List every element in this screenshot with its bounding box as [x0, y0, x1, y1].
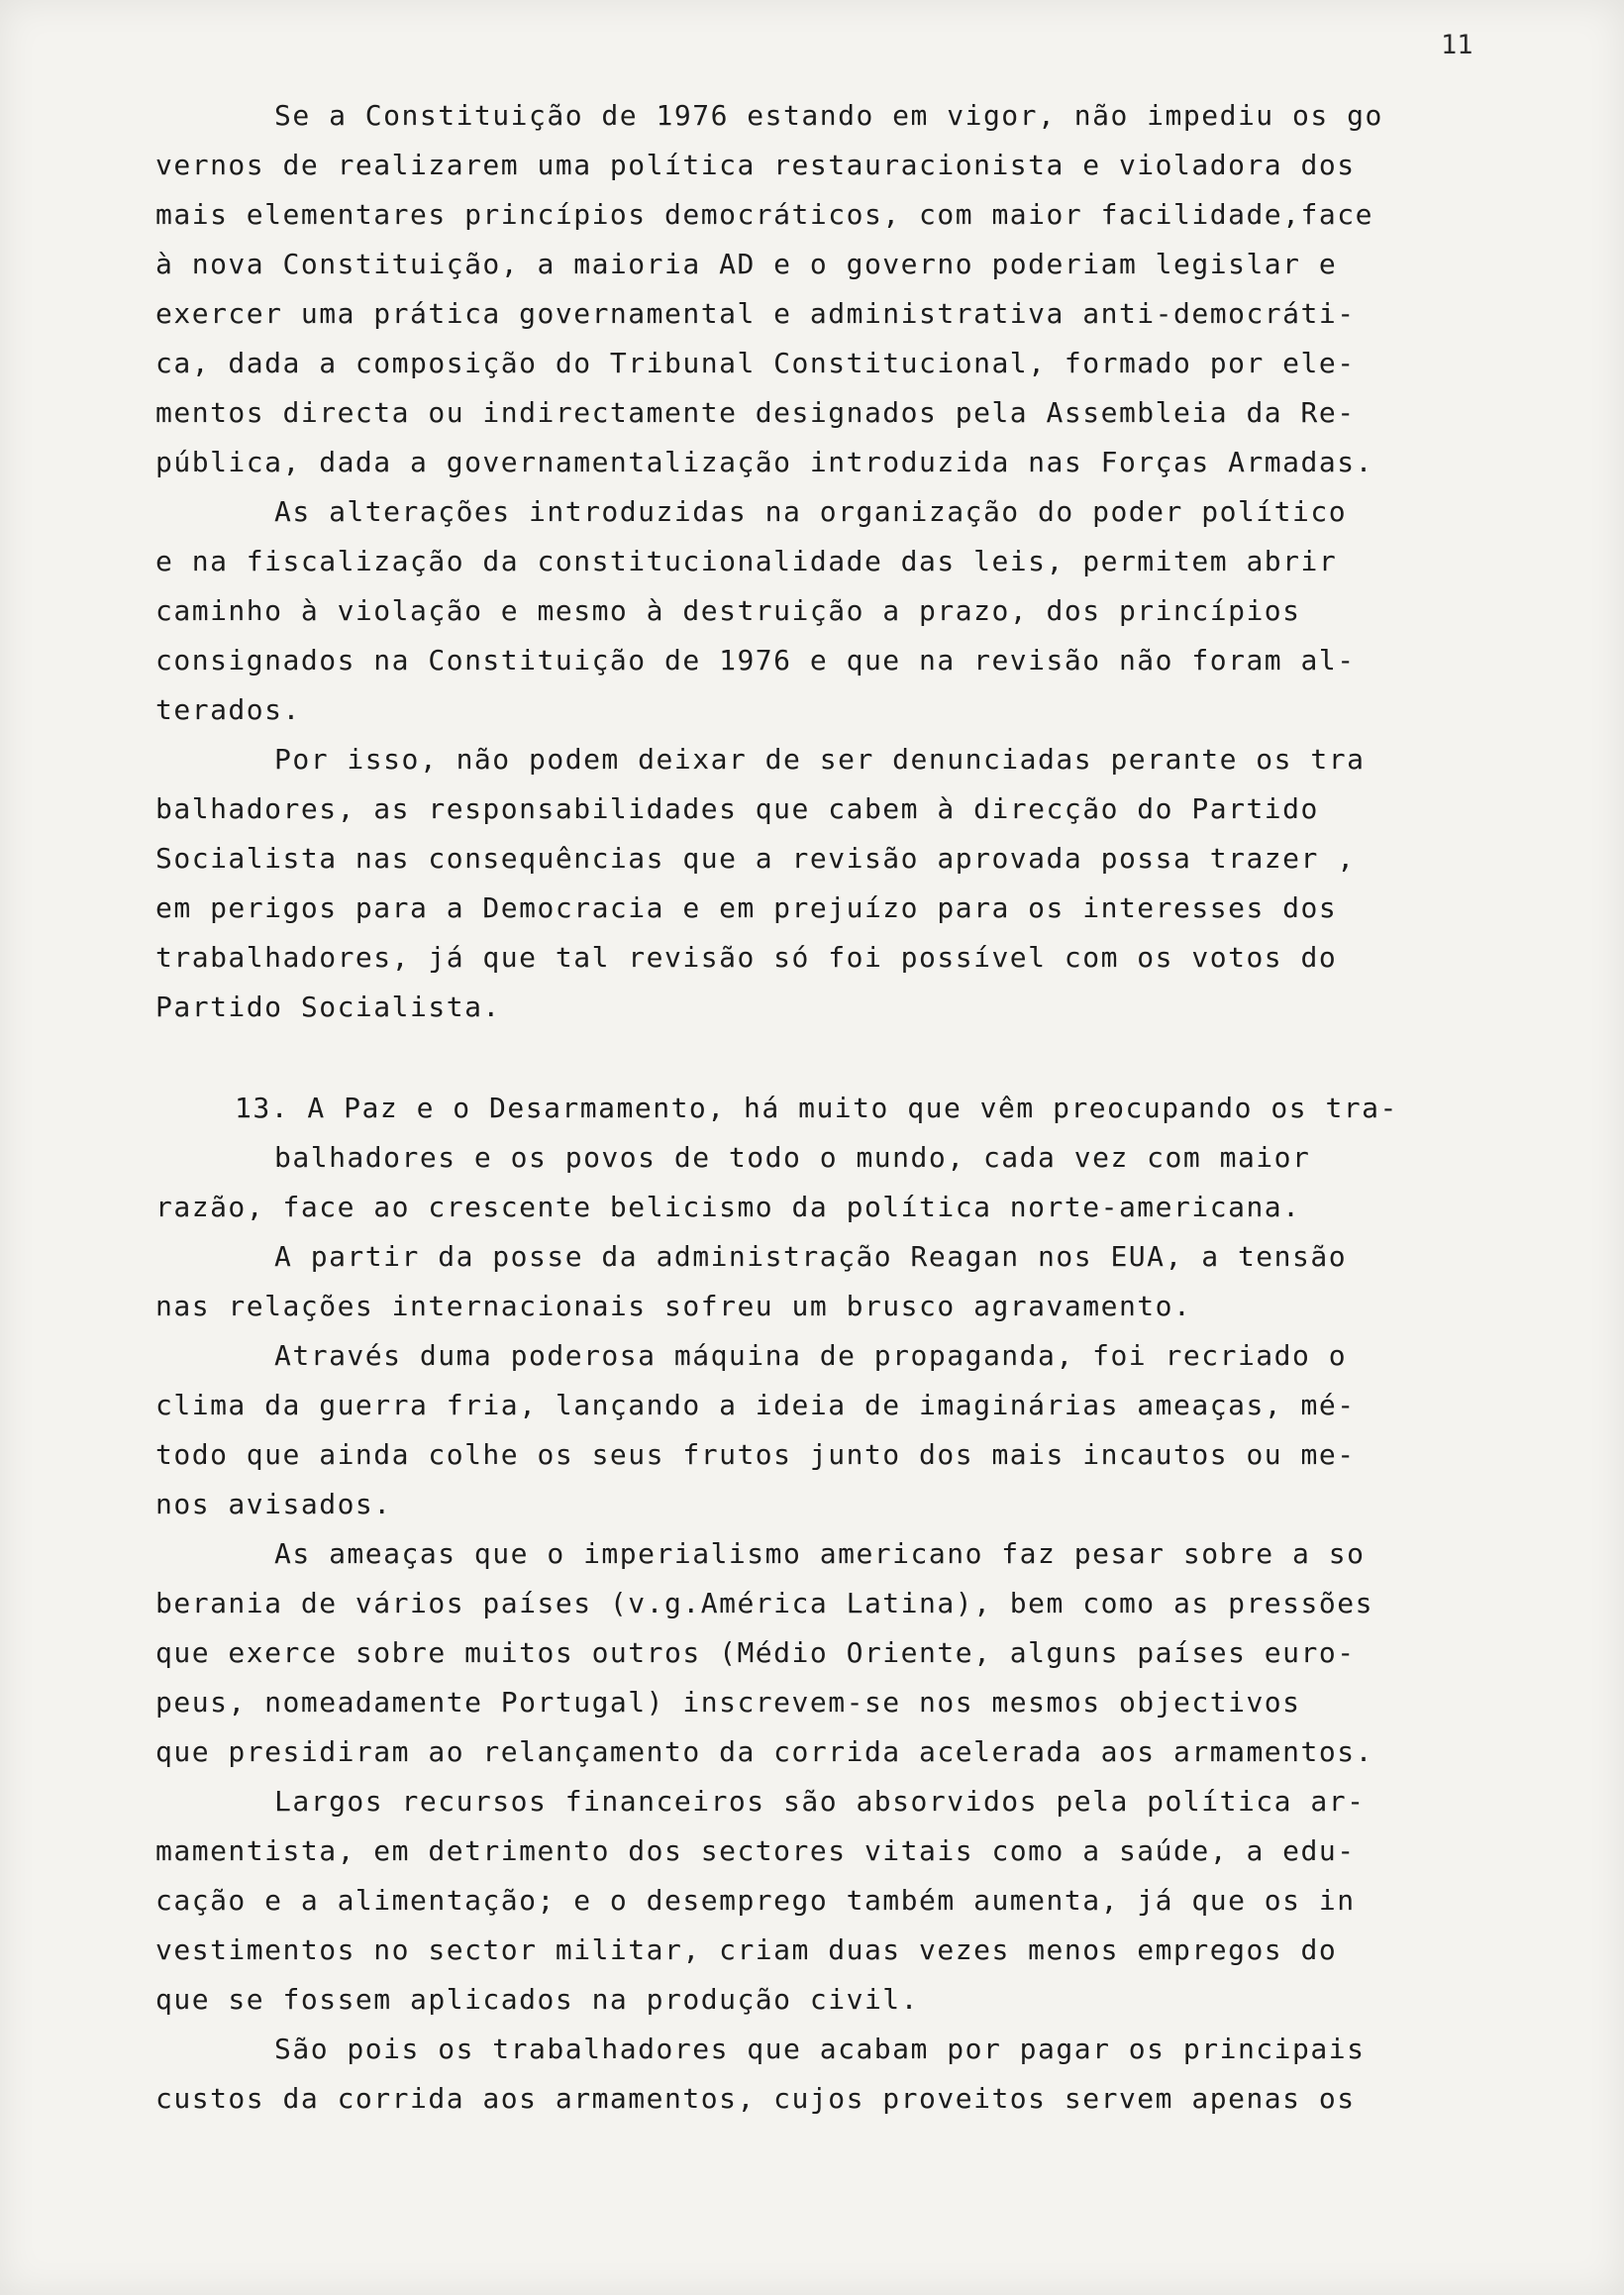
text-line: balhadores e os povos de todo o mundo, cada vez com maior	[274, 1141, 1311, 1174]
page-number: 11	[1441, 30, 1473, 60]
text-line: que exerce sobre muitos outros (Médio Oriente, alguns países euro-	[155, 1636, 1356, 1669]
text-line: peus, nomeadamente Portugal) inscrevem-se nos mesmos objectivos	[155, 1686, 1301, 1719]
text-line: A partir da posse da administração Reagan nos EUA, a tensão	[274, 1240, 1348, 1273]
text-line: mamentista, em detrimento dos sectores vitais como a saúde, a edu-	[155, 1834, 1356, 1867]
text-line: pública, dada a governamentalização introduzida nas Forças Armadas.	[155, 446, 1373, 478]
text-line: As ameaças que o imperialismo americano faz pesar sobre a so	[274, 1537, 1366, 1570]
text-line: 13. A Paz e o Desarmamento, há muito que vêm preocupando os tra-	[235, 1092, 1398, 1124]
text-line: vestimentos no sector militar, criam duas vezes menos empregos do	[155, 1933, 1338, 1966]
text-line: Partido Socialista.	[155, 991, 501, 1023]
text-line: que se fossem aplicados na produção civil.	[155, 1983, 920, 2016]
text-line: Se a Constituição de 1976 estando em vigor, não impediu os go	[274, 99, 1383, 132]
text-line: Largos recursos financeiros são absorvidos pela política ar-	[274, 1785, 1366, 1818]
text-line: terados.	[155, 693, 301, 726]
text-line: exercer uma prática governamental e administrativa anti-democráti-	[155, 297, 1356, 330]
text-line: nas relações internacionais sofreu um brusco agravamento.	[155, 1290, 1192, 1322]
text-line: que presidiram ao relançamento da corrida acelerada aos armamentos.	[155, 1735, 1373, 1768]
text-line: Através duma poderosa máquina de propaganda, foi recriado o	[274, 1339, 1348, 1372]
text-line: mentos directa ou indirectamente designados pela Assembleia da Re-	[155, 396, 1356, 429]
document-body	[155, 91, 1448, 2124]
text-line: em perigos para a Democracia e em prejuízo para os interesses dos	[155, 891, 1338, 924]
text-line: Por isso, não podem deixar de ser denunciadas perante os tra	[274, 743, 1366, 776]
text-line: clima da guerra fria, lançando a ideia de imaginárias ameaças, mé-	[155, 1389, 1356, 1421]
text-line: berania de vários países (v.g.América Latina), bem como as pressões	[155, 1587, 1373, 1619]
text-line: consignados na Constituição de 1976 e que na revisão não foram al-	[155, 644, 1356, 677]
text-line: nos avisados.	[155, 1488, 392, 1520]
text-line: ca, dada a composição do Tribunal Constitucional, formado por ele-	[155, 347, 1356, 379]
text-line: balhadores, as responsabilidades que cabem à direcção do Partido	[155, 792, 1319, 825]
text-line: todo que ainda colhe os seus frutos junto dos mais incautos ou me-	[155, 1438, 1356, 1471]
text-line: São pois os trabalhadores que acabam por pagar os principais	[274, 2033, 1366, 2065]
text-line: razão, face ao crescente belicismo da política norte-americana.	[155, 1191, 1301, 1223]
text-line: trabalhadores, já que tal revisão só foi possível com os votos do	[155, 941, 1338, 974]
text-line: custos da corrida aos armamentos, cujos proveitos servem apenas os	[155, 2082, 1356, 2115]
text-line: à nova Constituição, a maioria AD e o governo poderiam legislar e	[155, 248, 1338, 280]
text-line: As alterações introduzidas na organização do poder político	[274, 495, 1348, 528]
text-line: vernos de realizarem uma política restauracionista e violadora dos	[155, 149, 1356, 181]
text-line: Socialista nas consequências que a revisão aprovada possa trazer ,	[155, 842, 1356, 875]
text-line	[155, 1032, 1448, 1084]
text-line: e na fiscalização da constitucionalidade das leis, permitem abrir	[155, 545, 1338, 577]
text-line: cação e a alimentação; e o desemprego também aumenta, já que os in	[155, 1884, 1356, 1917]
text-line: mais elementares princípios democráticos, com maior facilidade,face	[155, 198, 1373, 231]
text-line: caminho à violação e mesmo à destruição a prazo, dos princípios	[155, 594, 1301, 627]
